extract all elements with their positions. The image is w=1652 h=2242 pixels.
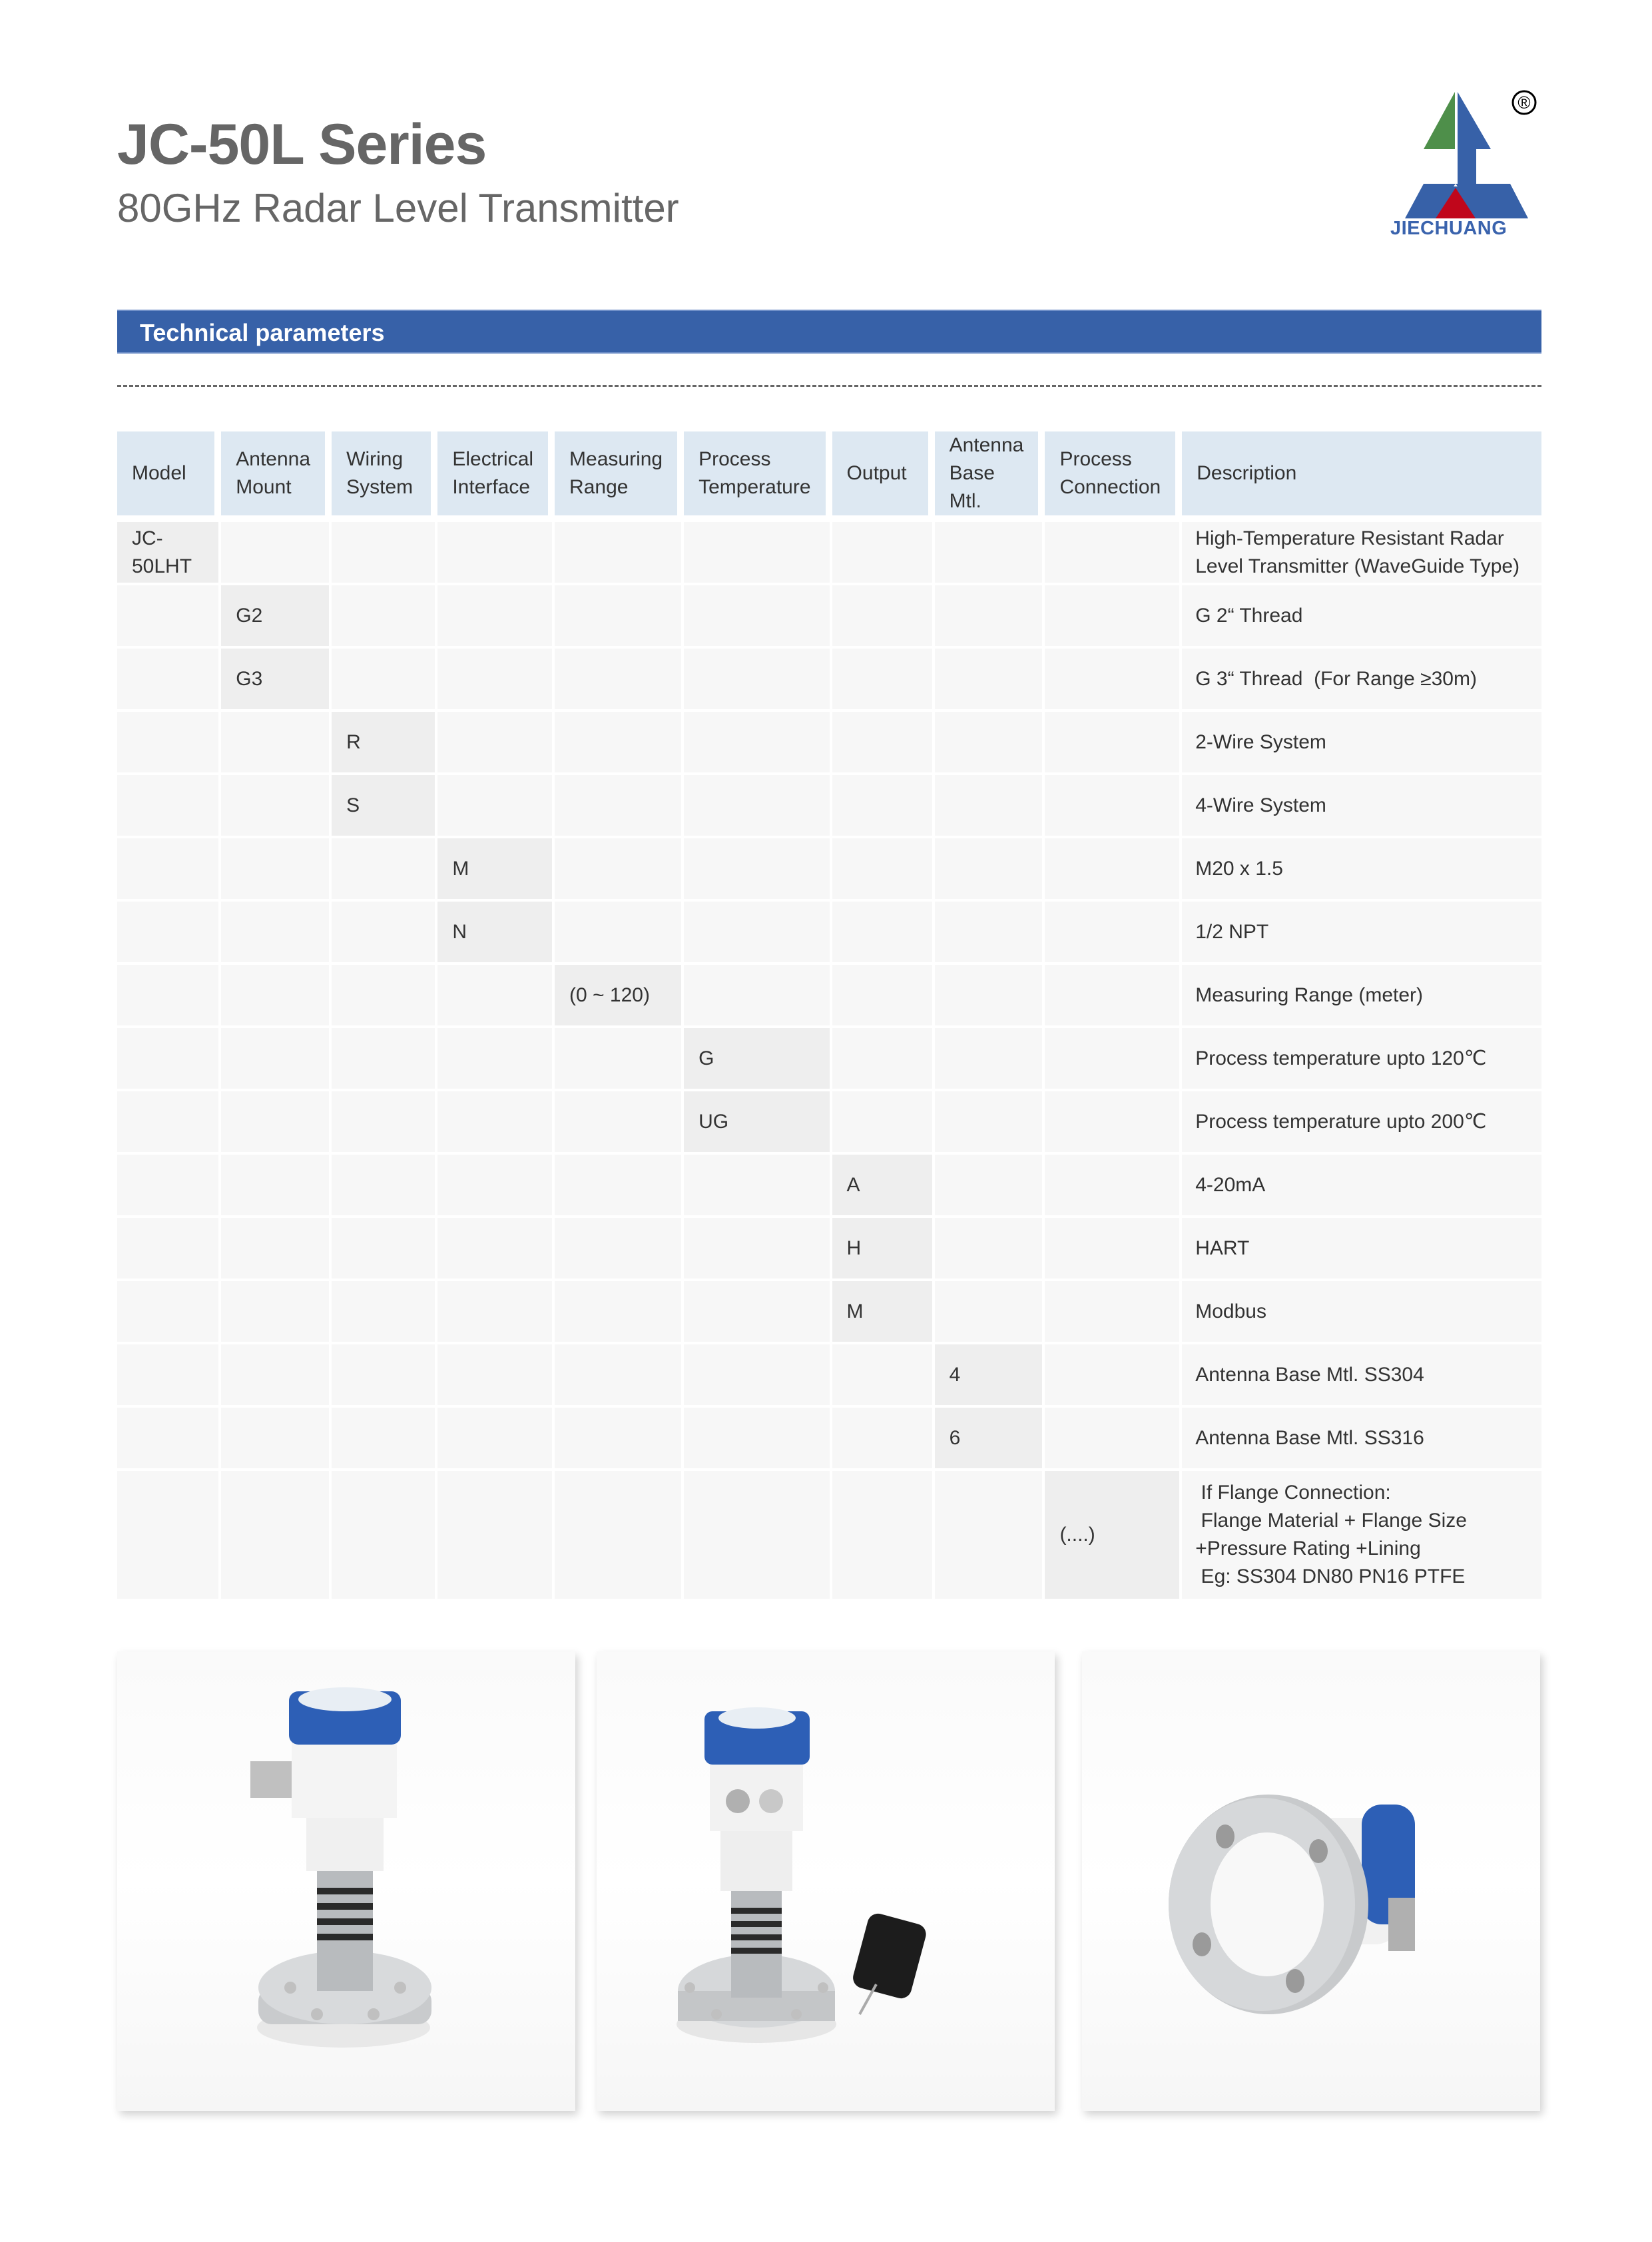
option-code-cell: H: [832, 1218, 935, 1281]
empty-cell: [684, 1281, 832, 1344]
column-header-label: Connection: [1059, 476, 1161, 498]
column-header-label: Interface: [452, 476, 531, 498]
empty-cell: [555, 1344, 684, 1408]
empty-cell: [555, 1155, 684, 1218]
column-header: [555, 431, 684, 515]
table-row: [117, 1155, 1541, 1218]
page-subtitle: 80GHz Radar Level Transmitter: [117, 186, 679, 230]
page-title: JC-50L Series: [117, 113, 487, 176]
option-code-cell: JC-50LHT: [117, 522, 221, 585]
empty-cell: [684, 1408, 832, 1471]
column-header-label: Wiring: [346, 448, 404, 470]
empty-cell: [555, 522, 684, 585]
empty-cell: [1045, 1344, 1182, 1408]
description-line: 2-Wire System: [1195, 730, 1326, 753]
empty-cell: [1045, 1091, 1182, 1155]
empty-cell: [221, 1091, 332, 1155]
empty-cell: [1045, 902, 1182, 965]
empty-cell: [684, 712, 832, 775]
empty-cell: [935, 1028, 1045, 1091]
section-header-bar: [117, 310, 1541, 354]
empty-cell: [437, 1028, 555, 1091]
empty-cell: [117, 1471, 221, 1601]
empty-cell: [1045, 712, 1182, 775]
description-line: 1/2 NPT: [1195, 920, 1269, 943]
empty-cell: [437, 775, 555, 838]
empty-cell: [332, 522, 437, 585]
empty-cell: [332, 838, 437, 902]
table-row: [117, 1028, 1541, 1091]
column-header: [935, 431, 1045, 515]
column-header-label: System: [346, 476, 413, 498]
registered-mark: ®: [1517, 93, 1531, 113]
empty-cell: [935, 1471, 1045, 1601]
column-header-label: Process: [1059, 448, 1132, 470]
empty-cell: [555, 649, 684, 712]
empty-cell: [332, 1281, 437, 1344]
column-header: [684, 431, 832, 515]
empty-cell: [555, 902, 684, 965]
description-cell: [1182, 775, 1541, 838]
empty-cell: [117, 965, 221, 1028]
option-code-cell: UG: [684, 1091, 832, 1155]
empty-cell: [117, 1091, 221, 1155]
table-row: [117, 585, 1541, 649]
empty-cell: [332, 1091, 437, 1155]
empty-cell: [117, 838, 221, 902]
table-row: [117, 522, 1541, 585]
empty-cell: [437, 1471, 555, 1601]
empty-cell: [832, 649, 935, 712]
radar-transmitter-module-image-icon: [597, 1651, 1055, 2111]
description-line: Antenna Base Mtl. SS304: [1195, 1363, 1424, 1386]
empty-cell: [555, 1028, 684, 1091]
description-cell: [1182, 649, 1541, 712]
empty-cell: [832, 522, 935, 585]
description-line: Measuring Range (meter): [1195, 983, 1424, 1006]
empty-cell: [832, 1408, 935, 1471]
empty-cell: [221, 712, 332, 775]
table-row: [117, 1281, 1541, 1344]
empty-cell: [332, 1155, 437, 1218]
empty-cell: [117, 775, 221, 838]
column-header-label: Model: [132, 462, 186, 484]
empty-cell: [117, 1155, 221, 1218]
description-cell: [1182, 1408, 1541, 1471]
empty-cell: [832, 775, 935, 838]
empty-cell: [832, 1091, 935, 1155]
empty-cell: [332, 1408, 437, 1471]
empty-cell: [221, 1155, 332, 1218]
table-row: [117, 1344, 1541, 1408]
column-header-label: Process: [698, 448, 771, 470]
empty-cell: [117, 1408, 221, 1471]
empty-cell: [684, 1155, 832, 1218]
empty-cell: [117, 1218, 221, 1281]
option-code-cell: G3: [221, 649, 332, 712]
table-row: [117, 1471, 1541, 1601]
empty-cell: [1045, 1408, 1182, 1471]
description-cell: [1182, 1155, 1541, 1218]
empty-cell: [117, 712, 221, 775]
description-line: Eg: SS304 DN80 PN16 PTFE: [1195, 1565, 1466, 1587]
dotted-divider: [117, 385, 1541, 387]
option-code-cell: G2: [221, 585, 332, 649]
description-line: Process temperature upto 120℃: [1195, 1047, 1487, 1069]
description-line: HART: [1195, 1237, 1250, 1259]
empty-cell: [1045, 585, 1182, 649]
column-header-label: Electrical: [452, 448, 534, 470]
technical-parameters-table: [117, 431, 1541, 1601]
description-line: M20 x 1.5: [1195, 857, 1283, 880]
column-header-label: Antenna: [236, 448, 311, 470]
description-line: Process temperature upto 200℃: [1195, 1110, 1487, 1133]
empty-cell: [332, 649, 437, 712]
description-cell: [1182, 712, 1541, 775]
empty-cell: [1045, 1155, 1182, 1218]
description-cell: [1182, 902, 1541, 965]
option-code-cell: M: [437, 838, 555, 902]
empty-cell: [117, 1028, 221, 1091]
empty-cell: [684, 1471, 832, 1601]
empty-cell: [437, 585, 555, 649]
empty-cell: [935, 902, 1045, 965]
table-row: [117, 775, 1541, 838]
logo-brand-text: JIECHUANG: [1390, 218, 1508, 239]
empty-cell: [684, 1344, 832, 1408]
product-photo-front: [117, 1651, 575, 2111]
option-code-cell: (0 ~ 120): [555, 965, 684, 1028]
empty-cell: [437, 965, 555, 1028]
column-header-label: Range: [569, 476, 629, 498]
description-cell: [1182, 522, 1541, 585]
column-header-label: Temperature: [698, 476, 811, 498]
empty-cell: [332, 1471, 437, 1601]
empty-cell: [437, 1091, 555, 1155]
empty-cell: [221, 775, 332, 838]
empty-cell: [684, 522, 832, 585]
empty-cell: [935, 522, 1045, 585]
radar-transmitter-image-icon: [117, 1651, 575, 2111]
empty-cell: [1045, 1028, 1182, 1091]
empty-cell: [555, 838, 684, 902]
empty-cell: [117, 649, 221, 712]
column-header: [1045, 431, 1182, 515]
empty-cell: [684, 1218, 832, 1281]
empty-cell: [221, 1408, 332, 1471]
product-photo-flange: [1082, 1651, 1540, 2111]
empty-cell: [437, 1218, 555, 1281]
description-line: Antenna Base Mtl. SS316: [1195, 1426, 1424, 1449]
empty-cell: [1045, 965, 1182, 1028]
table-row: [117, 712, 1541, 775]
empty-cell: [1045, 775, 1182, 838]
description-cell: [1182, 1218, 1541, 1281]
empty-cell: [935, 1155, 1045, 1218]
product-photo-with-module: [597, 1651, 1055, 2111]
empty-cell: [935, 649, 1045, 712]
column-header-label: Antenna: [949, 434, 1024, 456]
empty-cell: [555, 1281, 684, 1344]
empty-cell: [221, 1344, 332, 1408]
description-cell: [1182, 1281, 1541, 1344]
empty-cell: [437, 1155, 555, 1218]
option-code-cell: R: [332, 712, 437, 775]
empty-cell: [117, 585, 221, 649]
empty-cell: [437, 649, 555, 712]
table-row: [117, 965, 1541, 1028]
table-header-row: [117, 431, 1541, 515]
empty-cell: [1045, 649, 1182, 712]
empty-cell: [555, 1471, 684, 1601]
empty-cell: [437, 1408, 555, 1471]
option-code-cell: G: [684, 1028, 832, 1091]
table-row: [117, 1091, 1541, 1155]
empty-cell: [1045, 1218, 1182, 1281]
description-cell: [1182, 838, 1541, 902]
column-header: [832, 431, 935, 515]
empty-cell: [1045, 1281, 1182, 1344]
empty-cell: [1045, 522, 1182, 585]
option-code-cell: (....): [1045, 1471, 1182, 1601]
empty-cell: [332, 1028, 437, 1091]
empty-cell: [332, 965, 437, 1028]
empty-cell: [437, 712, 555, 775]
empty-cell: [555, 775, 684, 838]
column-header: [332, 431, 437, 515]
description-cell: [1182, 965, 1541, 1028]
empty-cell: [221, 902, 332, 965]
description-cell: [1182, 1471, 1541, 1601]
empty-cell: [221, 1218, 332, 1281]
empty-cell: [117, 902, 221, 965]
column-header-label: Base Mtl.: [949, 462, 995, 512]
empty-cell: [684, 838, 832, 902]
description-line: Level Transmitter (WaveGuide Type): [1195, 555, 1520, 577]
empty-cell: [332, 1218, 437, 1281]
empty-cell: [832, 1344, 935, 1408]
empty-cell: [332, 1344, 437, 1408]
empty-cell: [832, 1028, 935, 1091]
empty-cell: [437, 1344, 555, 1408]
column-header: [221, 431, 332, 515]
empty-cell: [555, 1091, 684, 1155]
empty-cell: [935, 1091, 1045, 1155]
description-line: Flange Material + Flange Size: [1195, 1510, 1467, 1532]
table-row: [117, 838, 1541, 902]
table-row: [117, 902, 1541, 965]
table-row: [117, 649, 1541, 712]
empty-cell: [117, 1281, 221, 1344]
empty-cell: [332, 902, 437, 965]
description-cell: [1182, 1028, 1541, 1091]
empty-cell: [832, 838, 935, 902]
description-line: 4-Wire System: [1195, 794, 1326, 816]
empty-cell: [555, 1218, 684, 1281]
empty-cell: [935, 775, 1045, 838]
empty-cell: [684, 902, 832, 965]
empty-cell: [684, 649, 832, 712]
flange-radar-image-icon: [1082, 1651, 1540, 2111]
description-line: If Flange Connection:: [1195, 1482, 1391, 1504]
empty-cell: [555, 712, 684, 775]
empty-cell: [221, 838, 332, 902]
description-line: 4-20mA: [1195, 1173, 1266, 1196]
table-row: [117, 1408, 1541, 1471]
empty-cell: [221, 1471, 332, 1601]
description-cell: [1182, 1344, 1541, 1408]
option-code-cell: S: [332, 775, 437, 838]
column-header-label: Mount: [236, 476, 292, 498]
empty-cell: [935, 838, 1045, 902]
column-header-label: Description: [1197, 462, 1297, 484]
empty-cell: [935, 712, 1045, 775]
description-cell: [1182, 1091, 1541, 1155]
empty-cell: [684, 965, 832, 1028]
column-header: [1182, 431, 1541, 515]
table-row: [117, 1218, 1541, 1281]
description-line: Modbus: [1195, 1300, 1266, 1322]
option-code-cell: 4: [935, 1344, 1045, 1408]
description-line: +Pressure Rating +Lining: [1195, 1538, 1421, 1559]
description-line: G 3“ Thread (For Range ≥30m): [1195, 667, 1477, 690]
empty-cell: [935, 1218, 1045, 1281]
empty-cell: [332, 585, 437, 649]
empty-cell: [221, 1028, 332, 1091]
option-code-cell: 6: [935, 1408, 1045, 1471]
column-header-label: Output: [846, 462, 907, 484]
empty-cell: [221, 1281, 332, 1344]
empty-cell: [935, 965, 1045, 1028]
option-code-cell: M: [832, 1281, 935, 1344]
empty-cell: [935, 585, 1045, 649]
empty-cell: [832, 1471, 935, 1601]
column-header: [437, 431, 555, 515]
empty-cell: [221, 965, 332, 1028]
empty-cell: [832, 902, 935, 965]
empty-cell: [437, 1281, 555, 1344]
empty-cell: [684, 585, 832, 649]
empty-cell: [555, 1408, 684, 1471]
description-line: High-Temperature Resistant Radar: [1195, 527, 1504, 549]
description-cell: [1182, 585, 1541, 649]
empty-cell: [221, 522, 332, 585]
empty-cell: [935, 1281, 1045, 1344]
empty-cell: [832, 712, 935, 775]
empty-cell: [684, 775, 832, 838]
option-code-cell: A: [832, 1155, 935, 1218]
option-code-cell: N: [437, 902, 555, 965]
empty-cell: [1045, 838, 1182, 902]
empty-cell: [832, 965, 935, 1028]
column-header-label: Measuring: [569, 448, 663, 470]
empty-cell: [832, 585, 935, 649]
empty-cell: [437, 522, 555, 585]
empty-cell: [117, 1344, 221, 1408]
description-line: G 2“ Thread: [1195, 604, 1303, 627]
section-title: Technical parameters: [140, 319, 385, 346]
empty-cell: [555, 585, 684, 649]
column-header: [117, 431, 221, 515]
